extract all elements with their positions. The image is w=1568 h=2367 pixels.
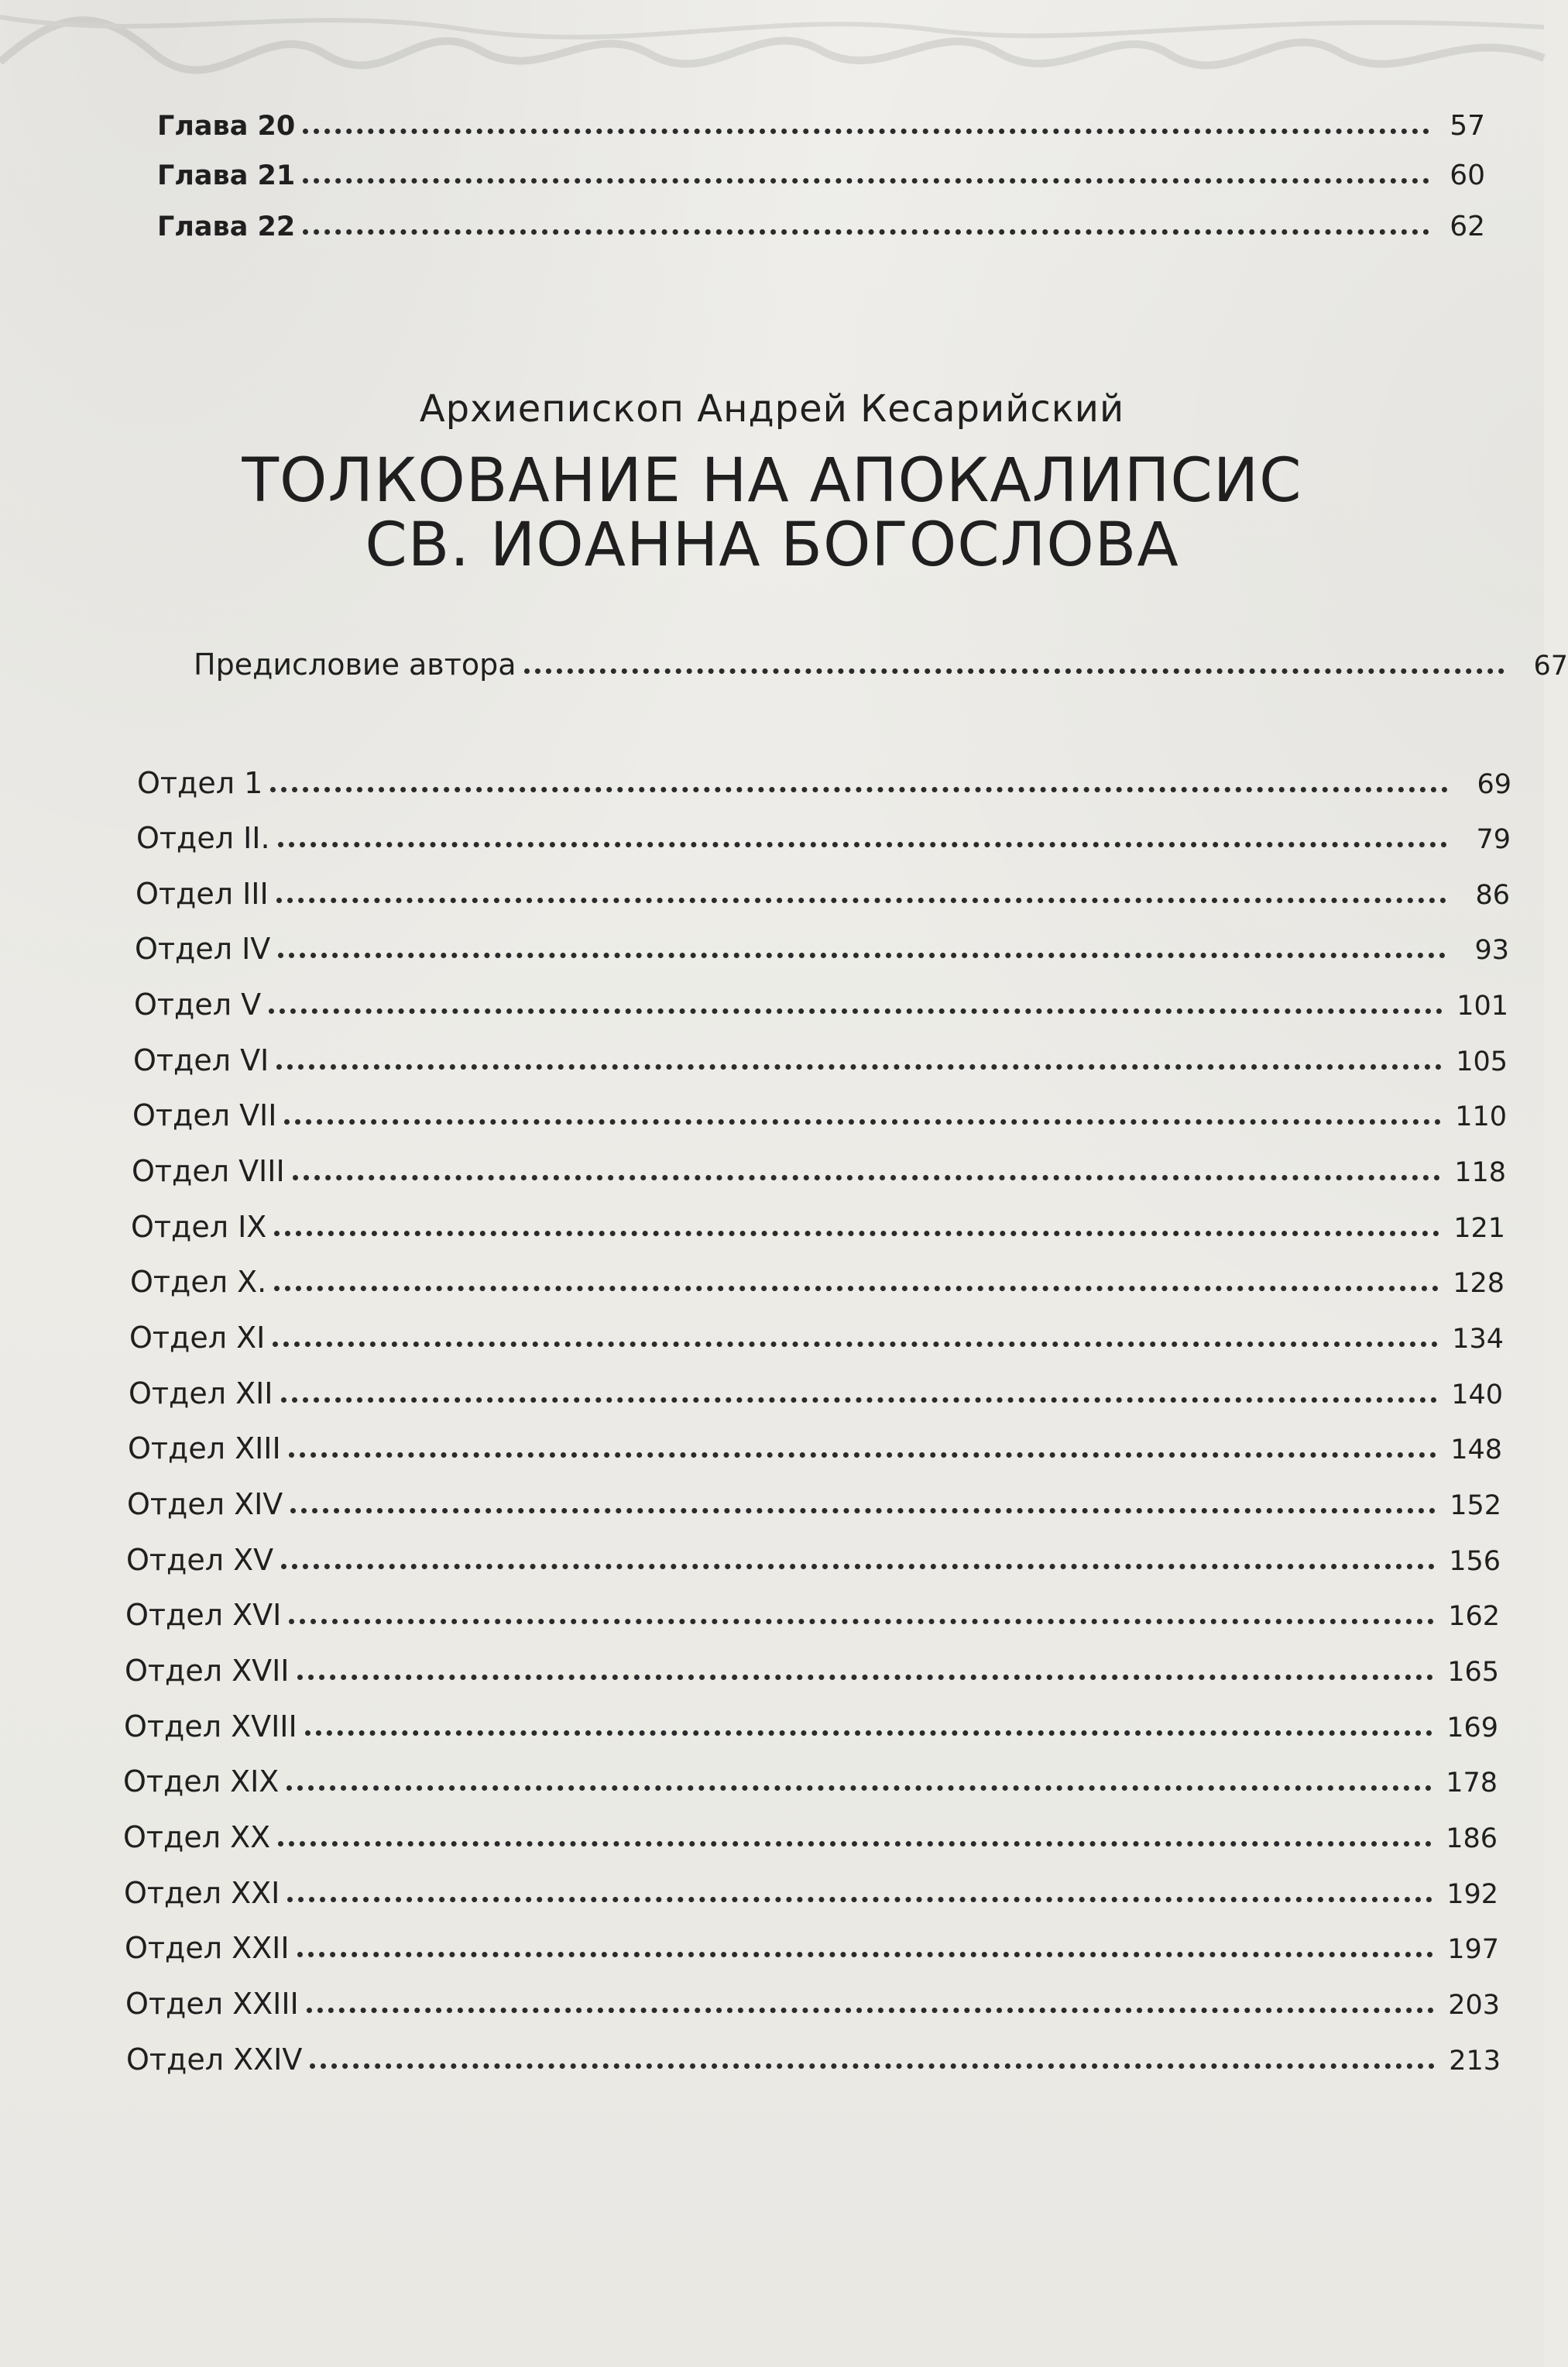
section-label: Отдел XXII <box>125 1931 290 1965</box>
dot-leader <box>303 129 1429 134</box>
section-label: Отдел III <box>136 877 269 911</box>
page-number: 156 <box>1449 1546 1501 1577</box>
page-number: 60 <box>1450 160 1485 191</box>
author-name: Архиепископ Андрей Кесарийский <box>419 387 1125 431</box>
page-number: 213 <box>1449 2046 1501 2077</box>
section-label: Отдел XXIV <box>126 2042 303 2077</box>
dot-leader <box>278 1841 1432 1847</box>
dot-leader <box>293 1175 1441 1180</box>
page-number: 140 <box>1451 1379 1503 1410</box>
dot-leader <box>287 1897 1432 1902</box>
section-label: Отдел XIII <box>128 1431 281 1465</box>
page-number: 128 <box>1453 1268 1505 1299</box>
page-number: 165 <box>1447 1657 1499 1688</box>
toc-row <box>126 1543 1501 1577</box>
toc-row <box>124 1876 1498 1910</box>
page-number: 148 <box>1450 1434 1502 1465</box>
dot-leader <box>273 1342 1438 1347</box>
dot-leader <box>524 668 1505 674</box>
section-label: Отдел 1 <box>137 766 263 800</box>
book-title <box>0 446 1544 580</box>
toc-row <box>129 1376 1503 1410</box>
page-number: 86 <box>1475 880 1510 911</box>
section-label: Отдел VII <box>132 1098 277 1132</box>
dot-leader <box>278 953 1446 958</box>
toc-row <box>133 1043 1508 1077</box>
toc-row <box>132 1154 1506 1188</box>
toc-row <box>134 988 1508 1022</box>
toc-row <box>157 110 1485 142</box>
dot-leader <box>310 2063 1435 2069</box>
page-number: 197 <box>1447 1934 1499 1965</box>
dot-leader <box>281 1564 1435 1569</box>
toc-row <box>128 1431 1502 1465</box>
toc-row <box>125 1987 1500 2021</box>
dot-leader <box>284 1119 1441 1125</box>
dot-leader <box>305 1730 1432 1736</box>
section-label: Отдел XII <box>129 1376 273 1410</box>
section-label: Отдел IX <box>131 1210 267 1244</box>
toc-row <box>126 2042 1501 2077</box>
decorative-ornament-icon <box>0 0 1544 93</box>
toc-row <box>125 1931 1499 1965</box>
section-label: Отдел IV <box>135 932 271 966</box>
toc-row <box>127 1487 1501 1521</box>
section-label: Отдел II. <box>136 821 270 855</box>
dot-leader <box>278 842 1447 847</box>
toc-entry-label: Глава 21 <box>157 160 296 191</box>
book-title-block <box>0 387 1544 580</box>
preface-row <box>194 648 1568 682</box>
section-label: Отдел XXIII <box>125 1987 299 2021</box>
toc-entry-label: Глава 20 <box>157 111 296 142</box>
page-number: 203 <box>1448 1990 1500 2021</box>
section-label: Отдел VI <box>133 1043 269 1077</box>
toc-entry-label: Глава 22 <box>157 211 296 242</box>
dot-leader <box>303 229 1429 235</box>
dot-leader <box>290 1508 1436 1513</box>
page-number: 134 <box>1452 1324 1504 1355</box>
toc-row <box>137 766 1511 800</box>
book-title-line-1: ТОЛКОВАНИЕ НА АПОКАЛИПСИС <box>242 446 1302 516</box>
toc-row <box>135 932 1509 966</box>
toc-row <box>131 1210 1505 1244</box>
toc-row <box>125 1598 1500 1632</box>
section-label: Отдел XI <box>129 1321 266 1355</box>
dot-leader <box>289 1452 1436 1458</box>
section-label: Отдел XX <box>123 1820 271 1854</box>
dot-leader <box>274 1286 1439 1291</box>
section-label: Отдел XXI <box>124 1876 280 1910</box>
dot-leader <box>274 1231 1439 1236</box>
toc-row <box>157 211 1485 242</box>
dot-leader <box>307 2008 1434 2013</box>
dot-leader <box>281 1397 1438 1403</box>
toc-row <box>132 1098 1507 1132</box>
section-label: Отдел V <box>134 988 262 1022</box>
page-number: 57 <box>1450 110 1485 142</box>
toc-row <box>123 1764 1498 1798</box>
page-number: 79 <box>1476 824 1511 855</box>
section-label: Отдел X. <box>130 1265 267 1299</box>
toc-row <box>129 1321 1504 1355</box>
dot-leader <box>289 1619 1434 1624</box>
page-number: 105 <box>1456 1046 1508 1077</box>
section-label: Отдел XV <box>126 1543 274 1577</box>
section-label: Отдел XVII <box>125 1654 290 1688</box>
page-number: 192 <box>1446 1879 1498 1910</box>
dot-leader <box>270 787 1448 792</box>
section-label: Отдел XVIII <box>124 1709 297 1743</box>
toc-row <box>157 160 1485 191</box>
dot-leader <box>297 1952 1434 1957</box>
toc-row <box>125 1654 1499 1688</box>
page-number: 178 <box>1446 1768 1498 1798</box>
page-number: 62 <box>1450 211 1485 242</box>
page-number: 169 <box>1446 1713 1498 1743</box>
section-label: Отдел VIII <box>132 1154 285 1188</box>
toc-row <box>124 1709 1498 1743</box>
toc-row <box>123 1820 1498 1854</box>
toc-row <box>130 1265 1505 1299</box>
page-number: 118 <box>1454 1157 1506 1188</box>
dot-leader <box>286 1785 1432 1791</box>
page-number: 162 <box>1448 1601 1500 1632</box>
page-number: 101 <box>1456 991 1508 1022</box>
page-number: 67 <box>1533 651 1568 682</box>
section-label: Отдел XVI <box>125 1598 282 1632</box>
dot-leader <box>303 178 1429 184</box>
dot-leader <box>269 1008 1443 1014</box>
page-number: 152 <box>1450 1490 1501 1521</box>
toc-row <box>136 877 1510 911</box>
section-label: Отдел XIX <box>123 1764 280 1798</box>
section-label: Отдел XIV <box>127 1487 283 1521</box>
page-number: 69 <box>1477 769 1511 800</box>
book-title-line-2: СВ. ИОАННА БОГОСЛОВА <box>365 510 1179 580</box>
page-number: 93 <box>1474 935 1509 966</box>
page-number: 110 <box>1455 1101 1507 1132</box>
dot-leader <box>276 1064 1442 1070</box>
dot-leader <box>276 898 1446 903</box>
preface-label: Предисловие автора <box>194 648 516 682</box>
page-number: 186 <box>1446 1823 1498 1854</box>
dot-leader <box>297 1675 1434 1680</box>
page-number: 121 <box>1453 1213 1505 1244</box>
toc-row <box>136 821 1511 855</box>
